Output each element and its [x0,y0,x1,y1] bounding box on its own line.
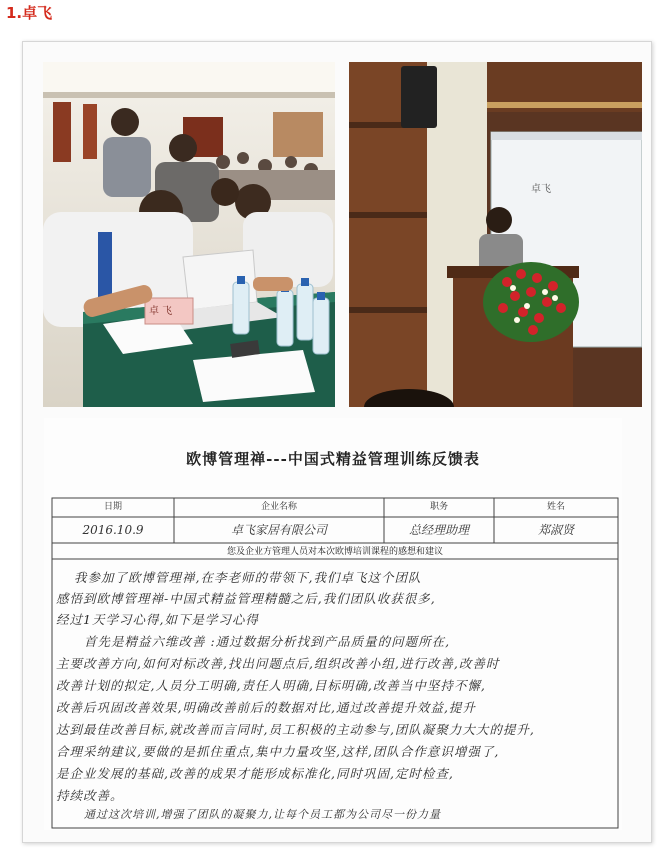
section-heading: 1.卓飞 [6,4,53,22]
feedback-form [44,418,622,830]
value-position: 总经理助理 [408,523,469,537]
header-position: 职务 [429,502,448,512]
value-company: 卓飞家居有限公司 [230,523,327,537]
header-company: 企业名称 [260,502,297,512]
handwriting-line: 我参加了欧博管理禅,在李老师的带领下,我们卓飞这个团队 [74,570,422,585]
form-title: 欧博管理禅---中国式精益管理训练反馈表 [186,450,480,468]
team-discussion-illustration [43,62,335,407]
handwriting-line: 主要改善方向,如何对标改善,找出问题点后,组织改善小组,进行改善,改善时 [56,656,500,671]
handwriting-line: 是企业发展的基础,改善的成果才能形成标准化,同时巩固,定时检查, [56,766,454,781]
handwriting-line: 持续改善。 [56,788,124,803]
value-date: 2016.10.9 [82,523,144,537]
handwriting-line: 首先是精益六维改善 :通过数据分析找到产品质量的问题所在, [84,634,451,649]
handwriting-line: 改善后巩固改善效果,明确改善前后的数据对比,通过改善提升效益,提升 [56,700,476,715]
name-card-label: 卓 飞 [149,306,173,317]
photo-speaker-podium [349,62,642,407]
handwriting-line: 改善计划的拟定,人员分工明确,责任人明确,目标明确,改善当中坚持不懈, [56,678,486,693]
value-name: 郑淑贤 [537,523,574,537]
header-name: 姓名 [546,502,565,512]
feedback-prompt: 您及企业方管理人员对本次欧博培训课程的感想和建议 [226,547,443,557]
handwriting-line: 经过1天学习心得,如下是学习心得 [56,612,259,627]
header-date: 日期 [103,502,122,512]
screen-text: 卓飞 [531,184,551,195]
handwriting-line: 通过这次培训,增强了团队的凝聚力,让每个员工都为公司尽一份力量 [84,808,441,821]
handwriting-line: 合理采纳建议,要做的是抓住重点,集中力量攻坚,这样,团队合作意识增强了, [56,744,500,759]
speaker-podium-illustration [349,62,642,407]
handwriting-line: 达到最佳改善目标,就改善而言同时,员工积极的主动参与,团队凝聚力大大的提升, [56,722,535,737]
handwriting-line: 感悟到欧博管理禅-中国式精益管理精髓之后,我们团队收获很多, [56,591,436,606]
photo-team-discussion [43,62,335,407]
